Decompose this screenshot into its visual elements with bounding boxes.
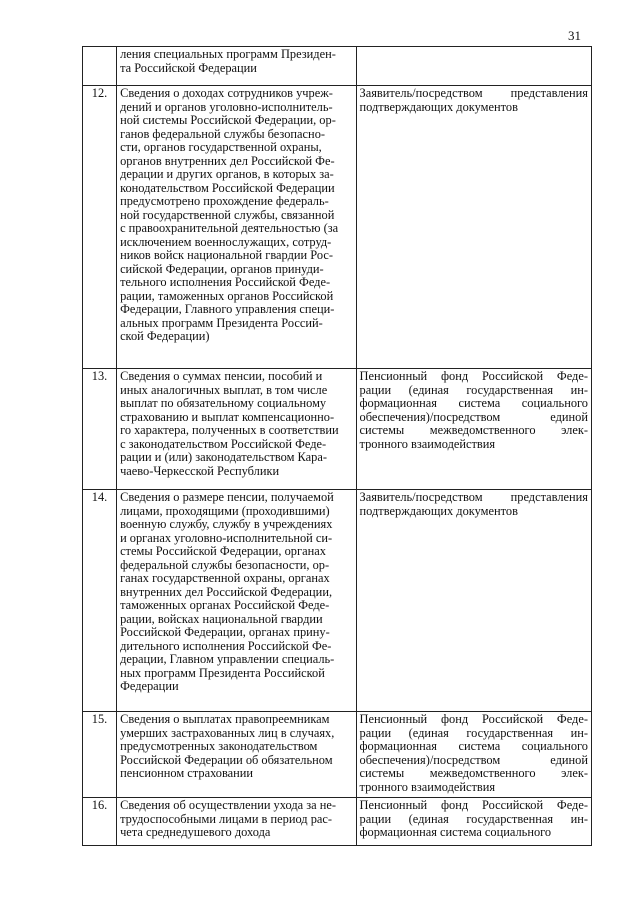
source-line: тронного взаимодействия [359, 779, 496, 794]
source-cell [356, 86, 591, 369]
info-line: Сведения об осуществлении ухода за не- [120, 798, 336, 812]
source-line: Пенсионный фонд Российской Феде- [359, 798, 588, 812]
info-line: внутренних дел Российской Федерации, [120, 584, 333, 599]
info-line: дерации, Главном управлении специаль- [120, 652, 335, 666]
source-line: подтверждающих документов [359, 99, 518, 114]
info-line: Сведения о выплатах правопреемникам [120, 712, 330, 726]
info-line: трудоспособными лицами в период рас- [120, 811, 333, 826]
table-row [83, 86, 592, 369]
source-cell [356, 798, 591, 846]
info-line: ной системы Российской Федерации, ор- [120, 113, 336, 127]
row-number: 14. [83, 490, 117, 712]
info-line: исключением военнослужащих, сотруд- [120, 234, 332, 249]
info-line: тельного исполнения Российской Феде- [120, 275, 331, 289]
info-line: Федерации [120, 679, 179, 693]
page-number: 31 [568, 28, 581, 43]
table-row [83, 798, 592, 846]
info-line: рации, таможенных органов Российской [120, 288, 334, 303]
row-number: 16. [83, 798, 117, 846]
info-line: чета среднедушевого дохода [120, 825, 271, 839]
info-line: страхованию и выплат компенсационно- [120, 409, 335, 424]
info-line: рации и (или) законодательством Кара- [120, 450, 327, 464]
source-line: Заявитель/посредством представления [359, 490, 588, 504]
info-line: лицами, проходящими (проходившими) [120, 503, 330, 518]
info-line: умерших застрахованных лиц в случаях, [120, 725, 335, 740]
info-line: конодательством Российской Федерации [120, 180, 335, 195]
info-line: Сведения о суммах пенсии, пособий и [120, 369, 323, 383]
source-line: рации (единая государственная ин- [359, 382, 588, 397]
info-cell [117, 369, 356, 490]
info-line: ной государственной службы, связанной [120, 207, 335, 222]
row-number: 13. [83, 369, 117, 490]
info-line: военную службу, службу в учреждениях [120, 517, 333, 531]
source-cell [356, 369, 591, 490]
info-line: Российской Федерации, органах прину- [120, 625, 330, 639]
info-line: выплат по обязательному социальному [120, 396, 327, 410]
table-row [83, 490, 592, 712]
info-cell [117, 47, 356, 86]
info-line: ганов федеральной службы безопасно- [120, 126, 326, 141]
info-line: дительного исполнения Российской Фе- [120, 638, 332, 653]
info-line: Федерации, Главного управления специ- [120, 302, 335, 316]
info-line: с законодательством Российской Феде- [120, 436, 327, 451]
source-line: подтверждающих документов [359, 503, 518, 518]
info-line: ганах государственной охраны, органах [120, 571, 330, 585]
info-line: Сведения о размере пенсии, получаемой [120, 490, 334, 504]
row-number: 12. [83, 86, 117, 369]
info-line: и органах уголовно-исполнительной си- [120, 530, 333, 545]
info-line: пенсионном страховании [120, 766, 254, 780]
info-cell [117, 798, 356, 846]
info-line: дерации и других органов, в которых за- [120, 167, 334, 181]
info-line: альных программ Президента Россий- [120, 315, 323, 330]
documents-table [82, 46, 592, 846]
source-cell [356, 712, 591, 798]
info-line: с правоохранительной деятельностью (за [120, 221, 339, 235]
source-line: Пенсионный фонд Российской Феде- [359, 712, 588, 726]
source-line: формационная система социального [359, 825, 552, 839]
info-line: таможенных органах Российской Феде- [120, 598, 330, 612]
info-line: ления специальных программ Президен- [120, 47, 336, 61]
info-line: ных программ Президента Российской [120, 665, 325, 680]
info-line: чаево-Черкесской Республики [120, 463, 280, 478]
info-line: предусмотренных законодательством [120, 739, 318, 753]
source-cell [356, 490, 591, 712]
info-line: рации, войсках национальной гвардии [120, 611, 323, 626]
source-line: формационная система социального [359, 739, 588, 753]
info-line: предусмотрено прохождение федераль- [120, 194, 329, 208]
source-line: системы межведомственного элек- [359, 766, 588, 780]
table-row [83, 369, 592, 490]
source-line: обеспечения)/посредством единой [359, 409, 588, 424]
info-cell [117, 490, 356, 712]
row-number [83, 47, 117, 86]
table-row [83, 712, 592, 798]
info-line: ников войск национальной гвардии Рос- [120, 248, 333, 262]
info-line: го характера, полученных в соответствии [120, 423, 339, 437]
info-line: сийской Федерации, органов принуди- [120, 261, 324, 276]
info-line: органов внутренних дел Российской Фе- [120, 153, 335, 168]
info-line: та Российской Федерации [120, 60, 257, 75]
info-line: иных аналогичных выплат, в том числе [120, 382, 328, 397]
source-line: рации (единая государственная ин- [359, 811, 588, 826]
info-line: стемы Российской Федерации, органах [120, 544, 326, 558]
source-line: рации (единая государственная ин- [359, 725, 588, 740]
table-row [83, 47, 592, 86]
info-line: дений и органов уголовно-исполнитель- [120, 99, 333, 114]
source-line: Заявитель/посредством представления [359, 86, 588, 100]
info-cell [117, 712, 356, 798]
info-cell [117, 86, 356, 369]
source-line: тронного взаимодействия [359, 436, 496, 451]
source-line: системы межведомственного элек- [359, 423, 588, 437]
info-line: сти, органов государственной охраны, [120, 140, 322, 154]
row-number: 15. [83, 712, 117, 798]
source-line: формационная система социального [359, 396, 588, 410]
info-line: Сведения о доходах сотрудников учреж- [120, 86, 333, 100]
info-line: федеральной службы безопасности, ор- [120, 557, 330, 572]
source-cell [356, 47, 591, 86]
info-line: ской Федерации) [120, 329, 210, 343]
source-line: обеспечения)/посредством единой [359, 752, 588, 767]
info-line: Российской Федерации об обязательном [120, 752, 333, 767]
source-line: Пенсионный фонд Российской Феде- [359, 369, 588, 383]
